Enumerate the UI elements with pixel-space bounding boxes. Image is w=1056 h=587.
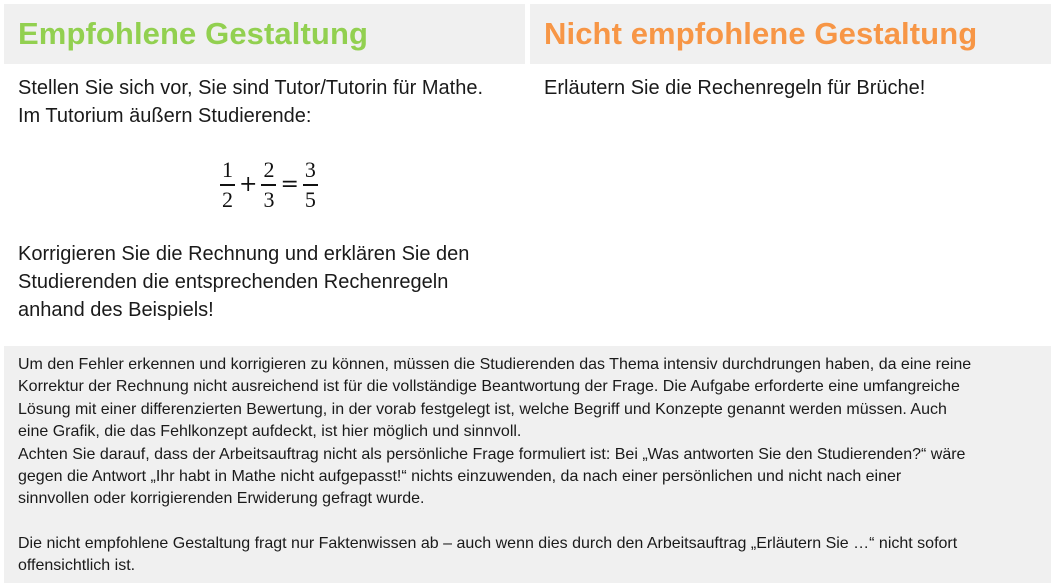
recommended-header <box>4 4 525 64</box>
fraction-equation <box>18 130 511 240</box>
note-line: eine Grafik, die das Fehlkonzept aufdeckt, ist hier möglich und sinnvoll. <box>18 423 522 441</box>
fraction-1 <box>220 158 235 212</box>
task-line-3: anhand des Beispiels! <box>18 299 214 321</box>
explanation-note <box>4 346 1051 583</box>
fraction-1-numerator: 1 <box>222 157 233 183</box>
not-recommended-header <box>530 4 1051 64</box>
not-recommended-heading: Nicht empfohlene Gestaltung <box>544 16 978 51</box>
not-recommended-task: Erläutern Sie die Rechenregeln für Brüche! <box>544 77 926 99</box>
note-line: gegen die Antwort „Ihr habt in Mathe nicht aufgepasst!“ nichts einzuwenden, da nach einer persönlichen und nicht nach einer <box>18 468 902 486</box>
note-line: Um den Fehler erkennen und korrigieren zu können, müssen die Studierenden das Thema intensiv durchdrungen haben, da eine reine <box>18 356 972 373</box>
task-line-1: Korrigieren Sie die Rechnung und erklären Sie den <box>18 243 470 265</box>
recommended-heading: Empfohlene Gestaltung <box>18 16 369 51</box>
fraction-3 <box>303 158 318 212</box>
task-line-2: Studierenden die entsprechenden Rechenregeln <box>18 271 449 293</box>
paragraph-spacer <box>18 511 1037 533</box>
fraction-2 <box>261 158 276 212</box>
fraction-3-denominator: 5 <box>304 186 316 212</box>
closing-line-2: offensichtlich ist. <box>18 557 136 575</box>
plus-sign: + <box>239 172 258 197</box>
not-recommended-body <box>530 64 1051 346</box>
fraction-3-numerator: 3 <box>304 157 316 183</box>
recommended-column <box>4 4 525 346</box>
closing-line-1: Die nicht empfohlene Gestaltung fragt nur Faktenwissen ab – auch wenn dies durch den Arbeitsauftrag „Erläutern Sie …“ nicht sofort <box>18 534 958 552</box>
equals-sign: = <box>280 172 299 197</box>
intro-line-2: Im Tutorium äußern Studierende: <box>18 105 312 127</box>
note-line: Achten Sie darauf, dass der Arbeitsauftrag nicht als persönliche Frage formuliert ist: Bei „Was antworten Sie den Studierenden?“ wäre <box>18 445 966 463</box>
note-line: sinnvollen oder korrigierenden Erwiderung gefragt wurde. <box>18 490 425 508</box>
note-line: Korrektur der Rechnung nicht ausreichend ist für die vollständige Beantwortung der Frage. Die Aufgabe erforderte eine umfangreiche <box>18 378 960 396</box>
fraction-2-numerator: 2 <box>263 157 275 183</box>
fraction-1-denominator: 2 <box>222 186 233 212</box>
not-recommended-column <box>530 4 1051 346</box>
fraction-2-denominator: 3 <box>263 186 275 212</box>
intro-line-1: Stellen Sie sich vor, Sie sind Tutor/Tutorin für Mathe. <box>18 77 484 99</box>
recommended-body <box>4 64 525 346</box>
note-line: Lösung mit einer differenzierten Bewertung, in der vorab festgelegt ist, welche Begriff und Konzepte genannt werden müssen. Auch <box>18 400 947 418</box>
